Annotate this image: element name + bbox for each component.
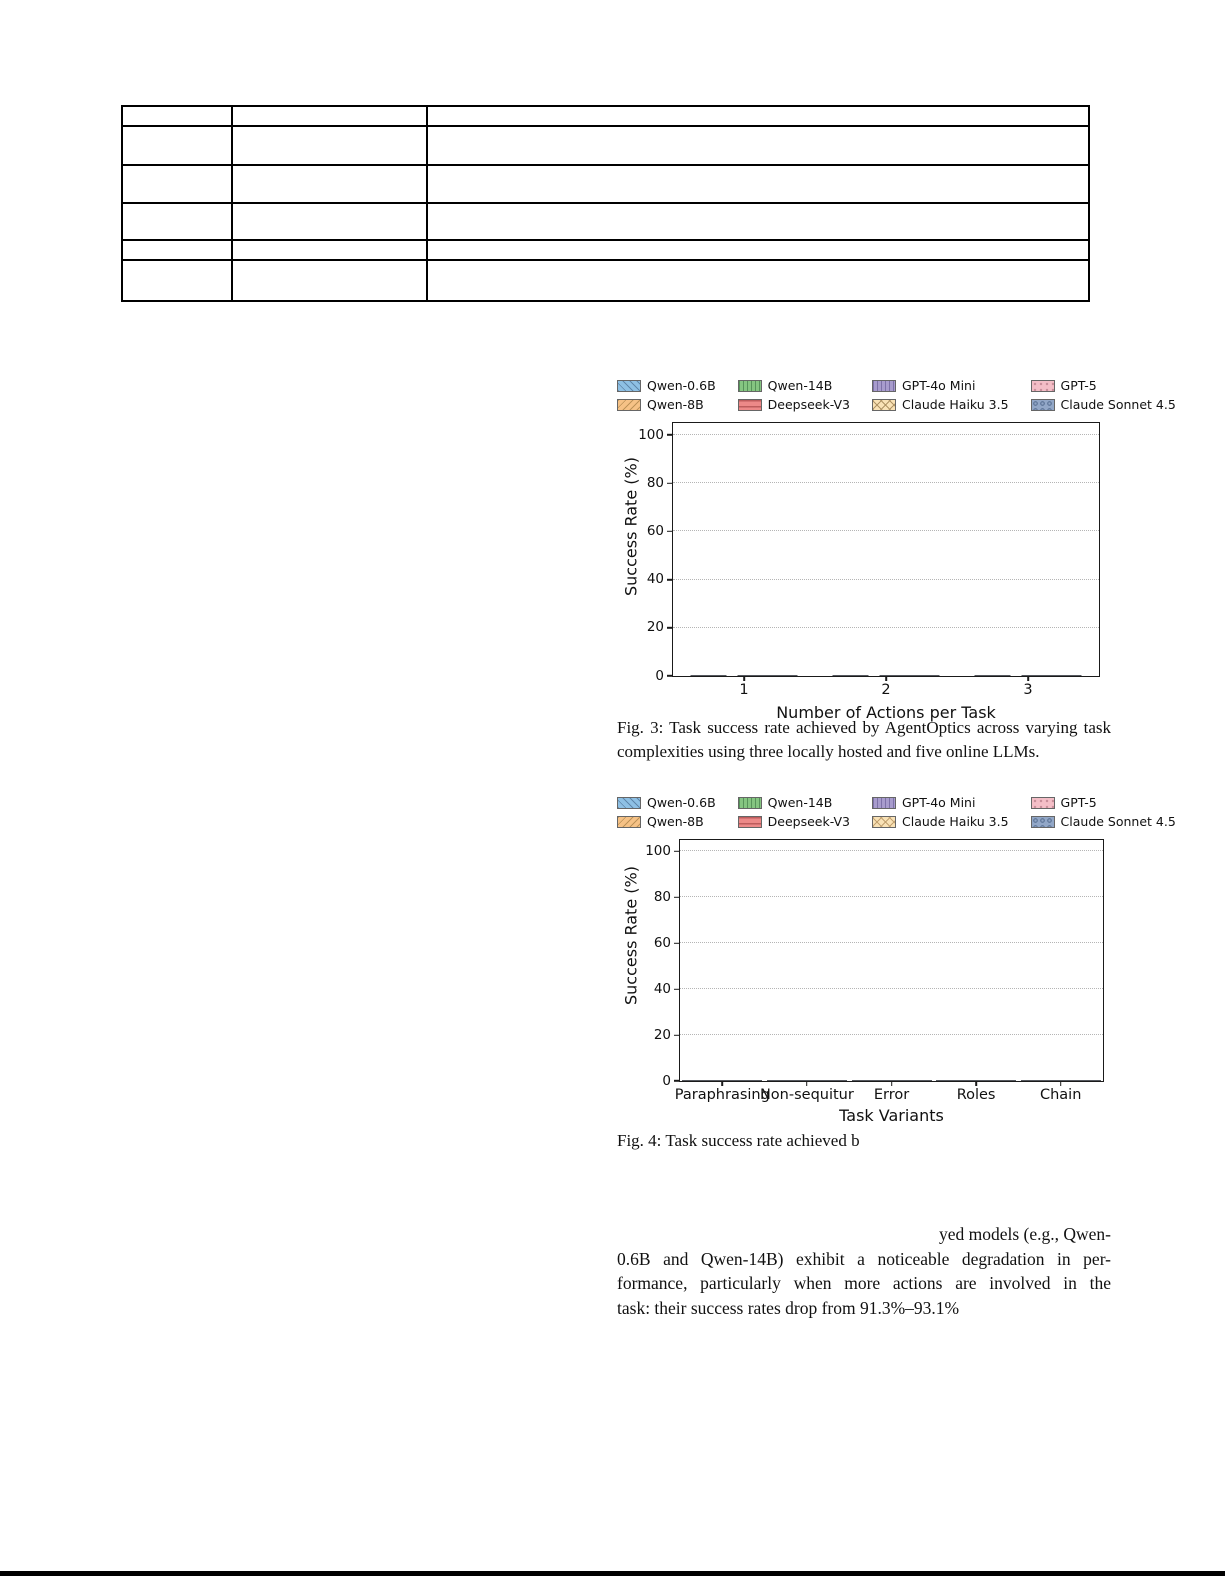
table-cell bbox=[232, 203, 427, 240]
x-tick-mark bbox=[1060, 1081, 1062, 1086]
bar-group bbox=[936, 1080, 1016, 1081]
x-tick-label: Error bbox=[873, 1087, 910, 1103]
legend-label: GPT-5 bbox=[1060, 378, 1097, 393]
x-tick-label: Roles bbox=[956, 1087, 996, 1103]
legend-label: Claude Sonnet 4.5 bbox=[1060, 397, 1176, 412]
x-tick-mark bbox=[722, 1081, 724, 1086]
table-cell bbox=[122, 240, 232, 260]
bar-qwen-8b bbox=[987, 675, 999, 676]
x-tick-mark bbox=[806, 1081, 808, 1086]
y-tick-mark bbox=[674, 988, 680, 990]
fig3-x-axis-label: Number of Actions per Task bbox=[776, 703, 996, 722]
bar-claude-sonnet-4-5 bbox=[752, 1080, 762, 1081]
x-tick-label: 3 bbox=[1023, 682, 1033, 698]
table-cell bbox=[122, 203, 232, 240]
legend-item bbox=[872, 378, 1009, 393]
legend-swatch-icon bbox=[738, 797, 762, 809]
table-cell bbox=[427, 165, 1089, 203]
bar-qwen-0-6b bbox=[975, 675, 987, 676]
legend-label: GPT-4o Mini bbox=[902, 378, 976, 393]
gridline bbox=[673, 530, 1099, 531]
bar-qwen-8b bbox=[862, 1080, 872, 1081]
legend-item bbox=[617, 397, 716, 412]
table-cell bbox=[427, 203, 1089, 240]
legend-item bbox=[617, 814, 716, 829]
bar-gpt-4o-mini bbox=[892, 675, 904, 676]
gridline bbox=[680, 850, 1103, 851]
gridline bbox=[673, 434, 1099, 435]
x-tick-label: Non-sequitur bbox=[759, 1087, 854, 1103]
fig3-y-axis-label: Success Rate (%) bbox=[621, 457, 641, 596]
table-row bbox=[122, 106, 1089, 126]
y-tick-mark bbox=[674, 943, 680, 945]
fig4-caption: Fig. 4: Task success rate achieved b bbox=[617, 1131, 860, 1150]
bar-group bbox=[767, 1080, 847, 1081]
bar-gpt-4o-mini bbox=[749, 675, 761, 676]
legend-item bbox=[872, 795, 1009, 810]
legend-label: GPT-4o Mini bbox=[902, 795, 976, 810]
y-tick-mark bbox=[667, 531, 673, 533]
bar-group bbox=[852, 1080, 932, 1081]
fig3-plot-area bbox=[638, 422, 1100, 698]
bar-qwen-0-6b bbox=[682, 1080, 692, 1081]
bar-qwen-8b bbox=[845, 675, 857, 676]
y-tick-mark bbox=[674, 1080, 680, 1082]
bar-group bbox=[1021, 1080, 1101, 1081]
y-tick-label: 80 bbox=[646, 474, 664, 491]
y-tick-label: 80 bbox=[653, 888, 671, 905]
bar-qwen-0-6b bbox=[936, 1080, 946, 1081]
table-row bbox=[122, 126, 1089, 165]
table-cell bbox=[122, 260, 232, 301]
bar-qwen-8b bbox=[777, 1080, 787, 1081]
bar-claude-sonnet-4-5 bbox=[1006, 1080, 1016, 1081]
bar-group-gap bbox=[1011, 675, 1022, 676]
table-row bbox=[122, 260, 1089, 301]
bar-qwen-8b bbox=[946, 1080, 956, 1081]
bar-qwen-14b bbox=[1041, 1080, 1051, 1081]
x-tick-label: Paraphrasing bbox=[674, 1087, 770, 1103]
bar-gpt-5 bbox=[742, 1080, 752, 1081]
table-cell bbox=[122, 106, 232, 126]
y-tick-mark bbox=[674, 1034, 680, 1036]
bar-claude-sonnet-4-5 bbox=[1070, 675, 1082, 676]
legend-item bbox=[617, 795, 716, 810]
legend-swatch-icon bbox=[872, 797, 896, 809]
legend-label: GPT-5 bbox=[1060, 795, 1097, 810]
bar-group-gap bbox=[869, 675, 880, 676]
legend-item bbox=[1031, 814, 1176, 829]
legend-item bbox=[738, 795, 850, 810]
bar-claude-haiku-3-5 bbox=[761, 675, 773, 676]
gridline bbox=[680, 896, 1103, 897]
bar-deepseek-v3 bbox=[880, 675, 892, 676]
legend-swatch-icon bbox=[872, 380, 896, 392]
legend-swatch-icon bbox=[738, 816, 762, 828]
bar-claude-sonnet-4-5 bbox=[928, 675, 940, 676]
table-row bbox=[122, 240, 1089, 260]
bar-claude-sonnet-4-5 bbox=[785, 675, 797, 676]
table-cell bbox=[232, 106, 427, 126]
legend-swatch-icon bbox=[1031, 797, 1055, 809]
legend-item bbox=[872, 814, 1009, 829]
fig4-y-axis-label: Success Rate (%) bbox=[621, 865, 641, 1005]
bar-gpt-5 bbox=[916, 675, 928, 676]
body-line: task: their success rates drop from 91.3%–93.1% bbox=[617, 1297, 960, 1318]
x-tick-label: 1 bbox=[739, 682, 749, 698]
bar-claude-haiku-3-5 bbox=[986, 1080, 996, 1081]
fig4-plot-area bbox=[645, 839, 1104, 1103]
legend-item bbox=[738, 378, 850, 393]
bar-qwen-0-6b bbox=[852, 1080, 862, 1081]
bar-group bbox=[690, 675, 797, 676]
fig4-chart bbox=[617, 839, 1109, 1125]
gridline bbox=[673, 482, 1099, 483]
y-tick-label: 40 bbox=[646, 570, 664, 587]
legend-label: Qwen-8B bbox=[647, 814, 704, 829]
y-tick-label: 100 bbox=[645, 842, 671, 859]
body-line: yed models (e.g., Qwen- bbox=[938, 1224, 1111, 1244]
bar-group bbox=[975, 675, 1082, 676]
legend-label: Deepseek-V3 bbox=[767, 814, 850, 829]
x-tick-mark bbox=[975, 1081, 977, 1086]
legend-label: Qwen-0.6B bbox=[647, 378, 716, 393]
legend-label: Qwen-0.6B bbox=[647, 795, 716, 810]
legend-item bbox=[738, 814, 850, 829]
bar-qwen-0-6b bbox=[833, 675, 845, 676]
legend-swatch-icon bbox=[617, 399, 641, 411]
y-tick-mark bbox=[667, 627, 673, 629]
bar-claude-haiku-3-5 bbox=[904, 675, 916, 676]
table-cell bbox=[427, 260, 1089, 301]
bar-gpt-5 bbox=[996, 1080, 1006, 1081]
bar-claude-haiku-3-5 bbox=[732, 1080, 742, 1081]
fig4-x-axis-label: Task Variants bbox=[839, 1106, 944, 1125]
page-bottom-rule bbox=[0, 1571, 1225, 1576]
fig3-chart bbox=[617, 422, 1109, 722]
bar-claude-haiku-3-5 bbox=[902, 1080, 912, 1081]
legend-swatch-icon bbox=[738, 380, 762, 392]
bar-qwen-14b bbox=[702, 1080, 712, 1081]
body-line: formance, particularly when more actions are involved in the bbox=[617, 1273, 1111, 1293]
bar-claude-sonnet-4-5 bbox=[922, 1080, 932, 1081]
bar-qwen-14b bbox=[787, 1080, 797, 1081]
bar-gpt-4o-mini bbox=[722, 1080, 732, 1081]
table-cell bbox=[232, 165, 427, 203]
bar-qwen-0-6b bbox=[690, 675, 702, 676]
bar-claude-sonnet-4-5 bbox=[837, 1080, 847, 1081]
table-row bbox=[122, 203, 1089, 240]
bar-deepseek-v3 bbox=[797, 1080, 807, 1081]
legend-label: Qwen-14B bbox=[767, 378, 833, 393]
y-tick-mark bbox=[667, 579, 673, 581]
legend-label: Qwen-14B bbox=[767, 795, 833, 810]
gridline bbox=[680, 988, 1103, 989]
bar-claude-sonnet-4-5 bbox=[1091, 1080, 1101, 1081]
fig4-legend bbox=[617, 795, 1176, 829]
bar-deepseek-v3 bbox=[1022, 675, 1034, 676]
y-tick-mark bbox=[674, 851, 680, 853]
legend-swatch-icon bbox=[872, 399, 896, 411]
legend-item bbox=[617, 378, 716, 393]
bar-gpt-5 bbox=[827, 1080, 837, 1081]
legend-swatch-icon bbox=[617, 816, 641, 828]
legend-swatch-icon bbox=[1031, 380, 1055, 392]
legend-swatch-icon bbox=[738, 399, 762, 411]
legend-label: Claude Haiku 3.5 bbox=[902, 397, 1009, 412]
table-cell bbox=[122, 126, 232, 165]
bar-gpt-4o-mini bbox=[892, 1080, 902, 1081]
bar-claude-haiku-3-5 bbox=[1046, 675, 1058, 676]
bar-claude-haiku-3-5 bbox=[817, 1080, 827, 1081]
y-tick-mark bbox=[667, 482, 673, 484]
bar-gpt-5 bbox=[912, 1080, 922, 1081]
table-cell bbox=[232, 260, 427, 301]
bar-group bbox=[682, 1080, 762, 1081]
gridline bbox=[673, 579, 1099, 580]
legend-swatch-icon bbox=[1031, 816, 1055, 828]
y-tick-label: 20 bbox=[653, 1026, 671, 1043]
y-tick-label: 60 bbox=[646, 522, 664, 539]
legend-swatch-icon bbox=[872, 816, 896, 828]
bar-qwen-0-6b bbox=[767, 1080, 777, 1081]
bar-qwen-14b bbox=[956, 1080, 966, 1081]
y-tick-label: 0 bbox=[662, 1072, 671, 1089]
bar-deepseek-v3 bbox=[737, 675, 749, 676]
bar-gpt-5 bbox=[1058, 675, 1070, 676]
bar-group bbox=[833, 675, 940, 676]
table-cell bbox=[232, 240, 427, 260]
bar-qwen-0-6b bbox=[1021, 1080, 1031, 1081]
legend-label: Claude Sonnet 4.5 bbox=[1060, 814, 1176, 829]
bar-group-gap bbox=[726, 675, 737, 676]
bar-qwen-8b bbox=[1031, 1080, 1041, 1081]
gridline bbox=[680, 1034, 1103, 1035]
legend-item bbox=[872, 397, 1009, 412]
gridline bbox=[680, 942, 1103, 943]
body-line: 0.6B and Qwen-14B) exhibit a noticeable degradation in per- bbox=[617, 1248, 1111, 1269]
legend-label: Claude Haiku 3.5 bbox=[902, 814, 1009, 829]
bar-gpt-4o-mini bbox=[976, 1080, 986, 1081]
y-tick-mark bbox=[674, 897, 680, 899]
bar-claude-haiku-3-5 bbox=[1071, 1080, 1081, 1081]
legend-label: Deepseek-V3 bbox=[767, 397, 850, 412]
bar-deepseek-v3 bbox=[712, 1080, 722, 1081]
legend-item bbox=[1031, 378, 1176, 393]
y-tick-label: 60 bbox=[653, 934, 671, 951]
table-cell bbox=[122, 165, 232, 203]
redacted-table-body bbox=[122, 106, 1089, 301]
bar-deepseek-v3 bbox=[882, 1080, 892, 1081]
bar-gpt-4o-mini bbox=[1034, 675, 1046, 676]
legend-item bbox=[1031, 795, 1176, 810]
table-cell bbox=[427, 106, 1089, 126]
gridline bbox=[673, 627, 1099, 628]
bar-qwen-14b bbox=[999, 675, 1011, 676]
y-tick-mark bbox=[667, 434, 673, 436]
legend-swatch-icon bbox=[617, 380, 641, 392]
bar-deepseek-v3 bbox=[1051, 1080, 1061, 1081]
bar-qwen-8b bbox=[702, 675, 714, 676]
x-tick-mark bbox=[1027, 676, 1029, 681]
table-cell bbox=[232, 126, 427, 165]
table-cell bbox=[427, 126, 1089, 165]
y-tick-label: 0 bbox=[655, 667, 664, 684]
y-tick-label: 40 bbox=[653, 980, 671, 997]
legend-item bbox=[1031, 397, 1176, 412]
table-row bbox=[122, 165, 1089, 203]
fig3-caption: Fig. 3: Task success rate achieved by AgentOptics across varying task complexities using three locally hosted and five online LLMs. bbox=[617, 718, 1111, 761]
bar-qwen-14b bbox=[857, 675, 869, 676]
figure-3 bbox=[617, 378, 1176, 722]
bar-gpt-5 bbox=[1081, 1080, 1091, 1081]
bar-qwen-14b bbox=[872, 1080, 882, 1081]
legend-swatch-icon bbox=[617, 797, 641, 809]
y-tick-label: 100 bbox=[638, 426, 664, 443]
x-tick-label: 2 bbox=[881, 682, 891, 698]
bar-gpt-4o-mini bbox=[1061, 1080, 1071, 1081]
redacted-table bbox=[121, 105, 1090, 302]
body-paragraph bbox=[617, 1222, 1111, 1320]
legend-item bbox=[738, 397, 850, 412]
fig3-legend bbox=[617, 378, 1176, 412]
figure-4 bbox=[617, 795, 1176, 1125]
bar-gpt-4o-mini bbox=[807, 1080, 817, 1081]
bar-deepseek-v3 bbox=[966, 1080, 976, 1081]
bar-gpt-5 bbox=[773, 675, 785, 676]
x-tick-mark bbox=[743, 676, 745, 681]
x-tick-label: Chain bbox=[1039, 1087, 1082, 1103]
x-tick-mark bbox=[891, 1081, 893, 1086]
table-cell bbox=[427, 240, 1089, 260]
y-tick-label: 20 bbox=[646, 619, 664, 636]
x-tick-mark bbox=[885, 676, 887, 681]
y-tick-mark bbox=[667, 675, 673, 677]
bar-qwen-8b bbox=[692, 1080, 702, 1081]
legend-swatch-icon bbox=[1031, 399, 1055, 411]
legend-label: Qwen-8B bbox=[647, 397, 704, 412]
bar-qwen-14b bbox=[714, 675, 726, 676]
